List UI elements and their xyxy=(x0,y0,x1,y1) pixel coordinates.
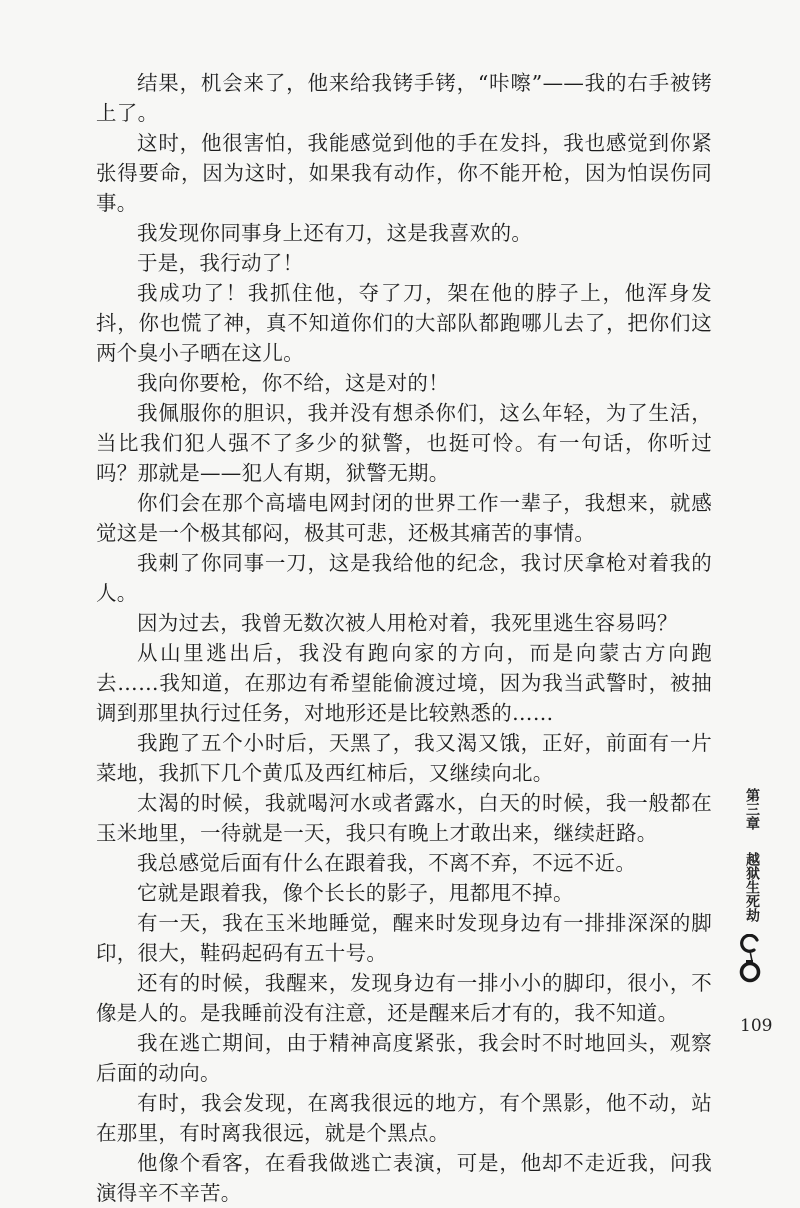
paragraph: 我发现你同事身上还有刀，这是我喜欢的。 xyxy=(137,221,533,245)
paragraph: 还有的时候，我醒来，发现身边有一排小小的脚印，很小，不像是人的。是我睡前没有注意，还是醒来后才有的，我不知道。 xyxy=(96,971,712,1025)
handcuffs-icon xyxy=(739,934,765,990)
paragraph: 我跑了五个小时后，天黑了，我又渴又饿，正好，前面有一片菜地，我抓下几个黄瓜及西红柿后，又继续向北。 xyxy=(96,731,712,785)
paragraph: 太渴的时候，我就喝河水或者露水，白天的时候，我一般都在玉米地里，一待就是一天，我只有晚上才敢出来，继续赶路。 xyxy=(96,791,712,845)
page-number: 109 xyxy=(740,1016,773,1036)
chapter-title: 越狱生死劫 xyxy=(744,852,760,922)
paragraph: 我佩服你的胆识，我并没有想杀你们，这么年轻，为了生活，当比我们犯人强不了多少的狱警，也挺可怜。有一句话，你听过吗？那就是——犯人有期，狱警无期。 xyxy=(96,401,712,485)
paragraph: 他像个看客，在看我做逃亡表演，可是，他却不走近我，问我演得辛不辛苦。 xyxy=(96,1151,712,1205)
paragraph: 有一天，我在玉米地睡觉，醒来时发现身边有一排排深深的脚印，很大，鞋码起码有五十号。 xyxy=(96,911,712,965)
paragraph: 我刺了你同事一刀，这是我给他的纪念，我讨厌拿枪对着我的人。 xyxy=(96,551,712,605)
paragraph: 因为过去，我曾无数次被人用枪对着，我死里逃生容易吗？ xyxy=(137,611,678,635)
paragraph: 有时，我会发现，在离我很远的地方，有个黑影，他不动，站在那里，有时离我很远，就是个黑点。 xyxy=(96,1091,712,1145)
paragraph: 从山里逃出后，我没有跑向家的方向，而是向蒙古方向跑去……我知道，在那边有希望能偷渡过境，因为我当武警时，被抽调到那里执行过任务，对地形还是比较熟悉的…… xyxy=(96,641,712,725)
paragraph: 它就是跟着我，像个长长的影子，甩都甩不掉。 xyxy=(137,881,574,905)
paragraph: 这时，他很害怕，我能感觉到他的手在发抖，我也感觉到你紧张得要命，因为这时，如果我有动作，你不能开枪，因为怕误伤同事。 xyxy=(96,131,712,215)
paragraph: 我在逃亡期间，由于精神高度紧张，我会时不时地回头，观察后面的动向。 xyxy=(96,1031,712,1085)
paragraph: 于是，我行动了！ xyxy=(137,251,304,275)
chapter-side-tab xyxy=(740,788,764,990)
paragraph: 我向你要枪，你不给，这是对的！ xyxy=(137,371,449,395)
body-text xyxy=(96,68,712,1208)
paragraph: 我总感觉后面有什么在跟着我，不离不弃，不远不近。 xyxy=(137,851,637,875)
paragraph: 结果，机会来了，他来给我铐手铐，“咔嚓”——我的右手被铐上了。 xyxy=(96,71,712,125)
paragraph: 你们会在那个高墙电网封闭的世界工作一辈子，我想来，就感觉这是一个极其郁闷，极其可悲，还极其痛苦的事情。 xyxy=(96,491,712,545)
paragraph: 我成功了！我抓住他，夺了刀，架在他的脖子上，他浑身发抖，你也慌了神，真不知道你们的大部队都跑哪儿去了，把你们这两个臭小子晒在这儿。 xyxy=(96,281,712,365)
chapter-number: 第三章 xyxy=(744,788,760,830)
